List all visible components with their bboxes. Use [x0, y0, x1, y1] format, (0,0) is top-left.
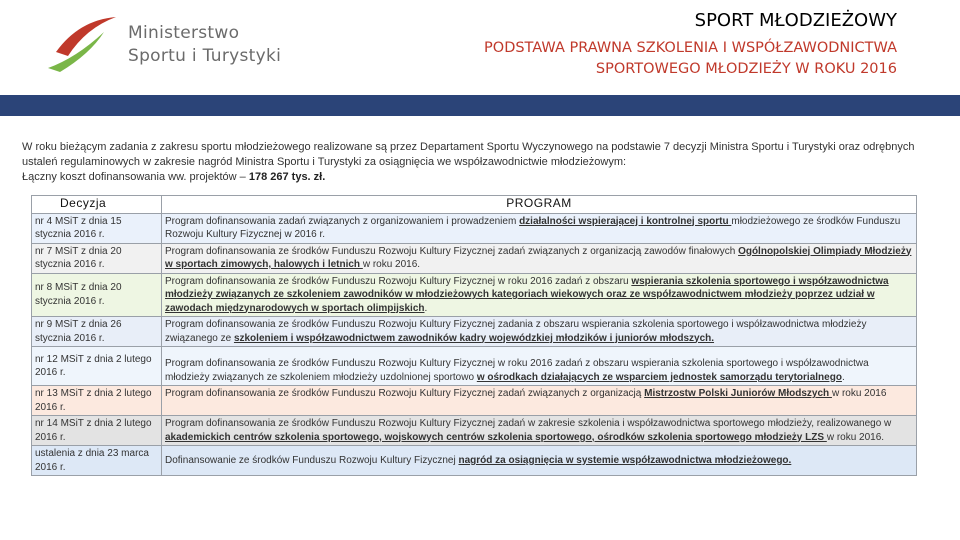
program-text-end: w roku 2016. [362, 259, 421, 270]
program-cell [162, 386, 917, 416]
program-highlight: akademickich centrów szkolenia sportowego, wojskowych centrów szkolenia sportowego, ośrodków szkolenia sportowego młodzieży LZS [165, 431, 827, 443]
program-text: Program dofinansowania ze środków Funduszu Rozwoju Kultury Fizycznej zadań związanych z organizacją [165, 388, 645, 399]
intro-cost-line [22, 170, 942, 185]
ministry-logo-mark [34, 12, 134, 74]
header-band [0, 95, 960, 116]
program-text: Program dofinansowania ze środków Funduszu Rozwoju Kultury Fizycznej zadań związanych z organizacją zawodów finałowych [165, 245, 739, 257]
table-row [32, 273, 917, 317]
program-text: Program dofinansowania ze środków Funduszu Rozwoju Kultury Fizycznej w roku 2016 zadań z obszaru [165, 275, 632, 287]
table-row [32, 317, 917, 347]
decision-cell: nr 13 MSiT z dnia 2 lutego 2016 r. [32, 386, 162, 416]
decision-cell: nr 8 MSiT z dnia 20 stycznia 2016 r. [32, 273, 162, 317]
program-text-end: w roku 2016. [826, 431, 885, 443]
table-row [32, 347, 917, 386]
program-cell [162, 446, 917, 476]
program-highlight: Mistrzostw Polski Juniorów Młodszych [644, 388, 832, 399]
column-header-decision: Decyzja [32, 196, 162, 214]
decision-cell: ustalenia z dnia 23 marca 2016 r. [32, 446, 162, 476]
program-text: Dofinansowanie ze środków Funduszu Rozwoju Kultury Fizycznej [165, 454, 459, 466]
cost-value: 178 267 tys. zł. [248, 171, 326, 183]
logo-line-1: Ministerstwo [128, 23, 240, 43]
decision-cell: nr 9 MSiT z dnia 26 stycznia 2016 r. [32, 317, 162, 347]
table-row [32, 243, 917, 273]
intro-text [22, 140, 942, 185]
program-highlight: działalności wspierającej i kontrolnej sportu [519, 215, 732, 227]
decision-cell: nr 14 MSiT z dnia 2 lutego 2016 r. [32, 416, 162, 446]
program-cell [162, 213, 917, 243]
program-text-end: w roku 2016 [831, 388, 887, 399]
program-highlight: wspierania szkolenia sportowego i współzawodnictwa młodzieży związanych ze szkoleniem zawodników w młodzieżowych kategoriach wiekowych oraz ze współzawodnictwem młodzieży poprzez udział w zawodach międzynarodowych w sportach olimpijskich [165, 275, 889, 314]
page-title: SPORT MŁODZIEŻOWY [694, 10, 897, 31]
page-subtitle: PODSTAWA PRAWNA SZKOLENIA I WSPÓŁZAWODNICTWA SPORTOWEGO MŁODZIEŻY W ROKU 2016 [484, 40, 897, 77]
table-row [32, 386, 917, 416]
decision-cell: nr 7 MSiT z dnia 20 stycznia 2016 r. [32, 243, 162, 273]
program-text: Program dofinansowania ze środków Funduszu Rozwoju Kultury Fizycznej w roku 2016 zadań z obszaru wspierania szkolenia sportowego i współzawodnictwa młodzieży związanych ze szkoleniem młodzieży uzdolnionej sportowo [165, 358, 869, 383]
program-cell [162, 317, 917, 347]
column-header-program: PROGRAM [162, 196, 917, 214]
table-row [32, 416, 917, 446]
table-header-row [32, 196, 917, 214]
program-cell [162, 273, 917, 317]
decision-cell: nr 4 MSiT z dnia 15 stycznia 2016 r. [32, 213, 162, 243]
program-highlight: w ośrodkach działających ze wsparciem jednostek samorządu terytorialnego [476, 371, 842, 383]
program-text: Program dofinansowania zadań związanych z organizowaniem i prowadzeniem [165, 215, 520, 227]
program-text-end: . [841, 371, 845, 383]
decisions-table [31, 195, 917, 476]
table-row [32, 446, 917, 476]
program-highlight: Ogólnopolskiej Olimpiady Młodzieży w sportach zimowych, halowych i letnich [165, 245, 912, 270]
program-cell [162, 416, 917, 446]
logo-line-2: Sportu i Turystyki [128, 46, 282, 66]
ministry-logo-text [128, 22, 281, 68]
program-text: Program dofinansowania ze środków Funduszu Rozwoju Kultury Fizycznej zadań w zakresie szkolenia i współzawodnictwa sportowego młodzieży, realizowanego w [165, 418, 892, 429]
program-highlight: szkoleniem i współzawodnictwem zawodników kadry wojewódzkiej młodzików i juniorów młodszych. [233, 332, 715, 344]
program-text-end: . [424, 302, 428, 314]
program-text: Program dofinansowania ze środków Funduszu Rozwoju Kultury Fizycznej zadania z obszaru wspierania szkolenia sportowego i współzawodnictwa młodzieży związanego ze [165, 319, 867, 344]
decision-cell: nr 12 MSiT z dnia 2 lutego 2016 r. [32, 347, 162, 386]
intro-paragraph: W roku bieżącym zadania z zakresu sportu młodzieżowego realizowane są przez Departament Sportu Wyczynowego na podstawie 7 decyzji Ministra Sportu i Turystyki oraz odrębnych ustaleń regulaminowych w zakresie nagród Ministra Sportu i Turystyki za osiągnięcia we współzawodnictwie młodzieżowym: [22, 141, 915, 168]
program-cell [162, 243, 917, 273]
program-highlight: nagród za osiągnięcia w systemie współzawodnictwa młodzieżowego. [458, 454, 792, 466]
cost-label: Łączny koszt dofinansowania ww. projektów – [22, 171, 249, 183]
program-cell [162, 347, 917, 386]
program-text-end: młodzieżowego ze środków Funduszu Rozwoju Kultury Fizycznej w 2016 r. [165, 215, 901, 240]
table-row [32, 213, 917, 243]
